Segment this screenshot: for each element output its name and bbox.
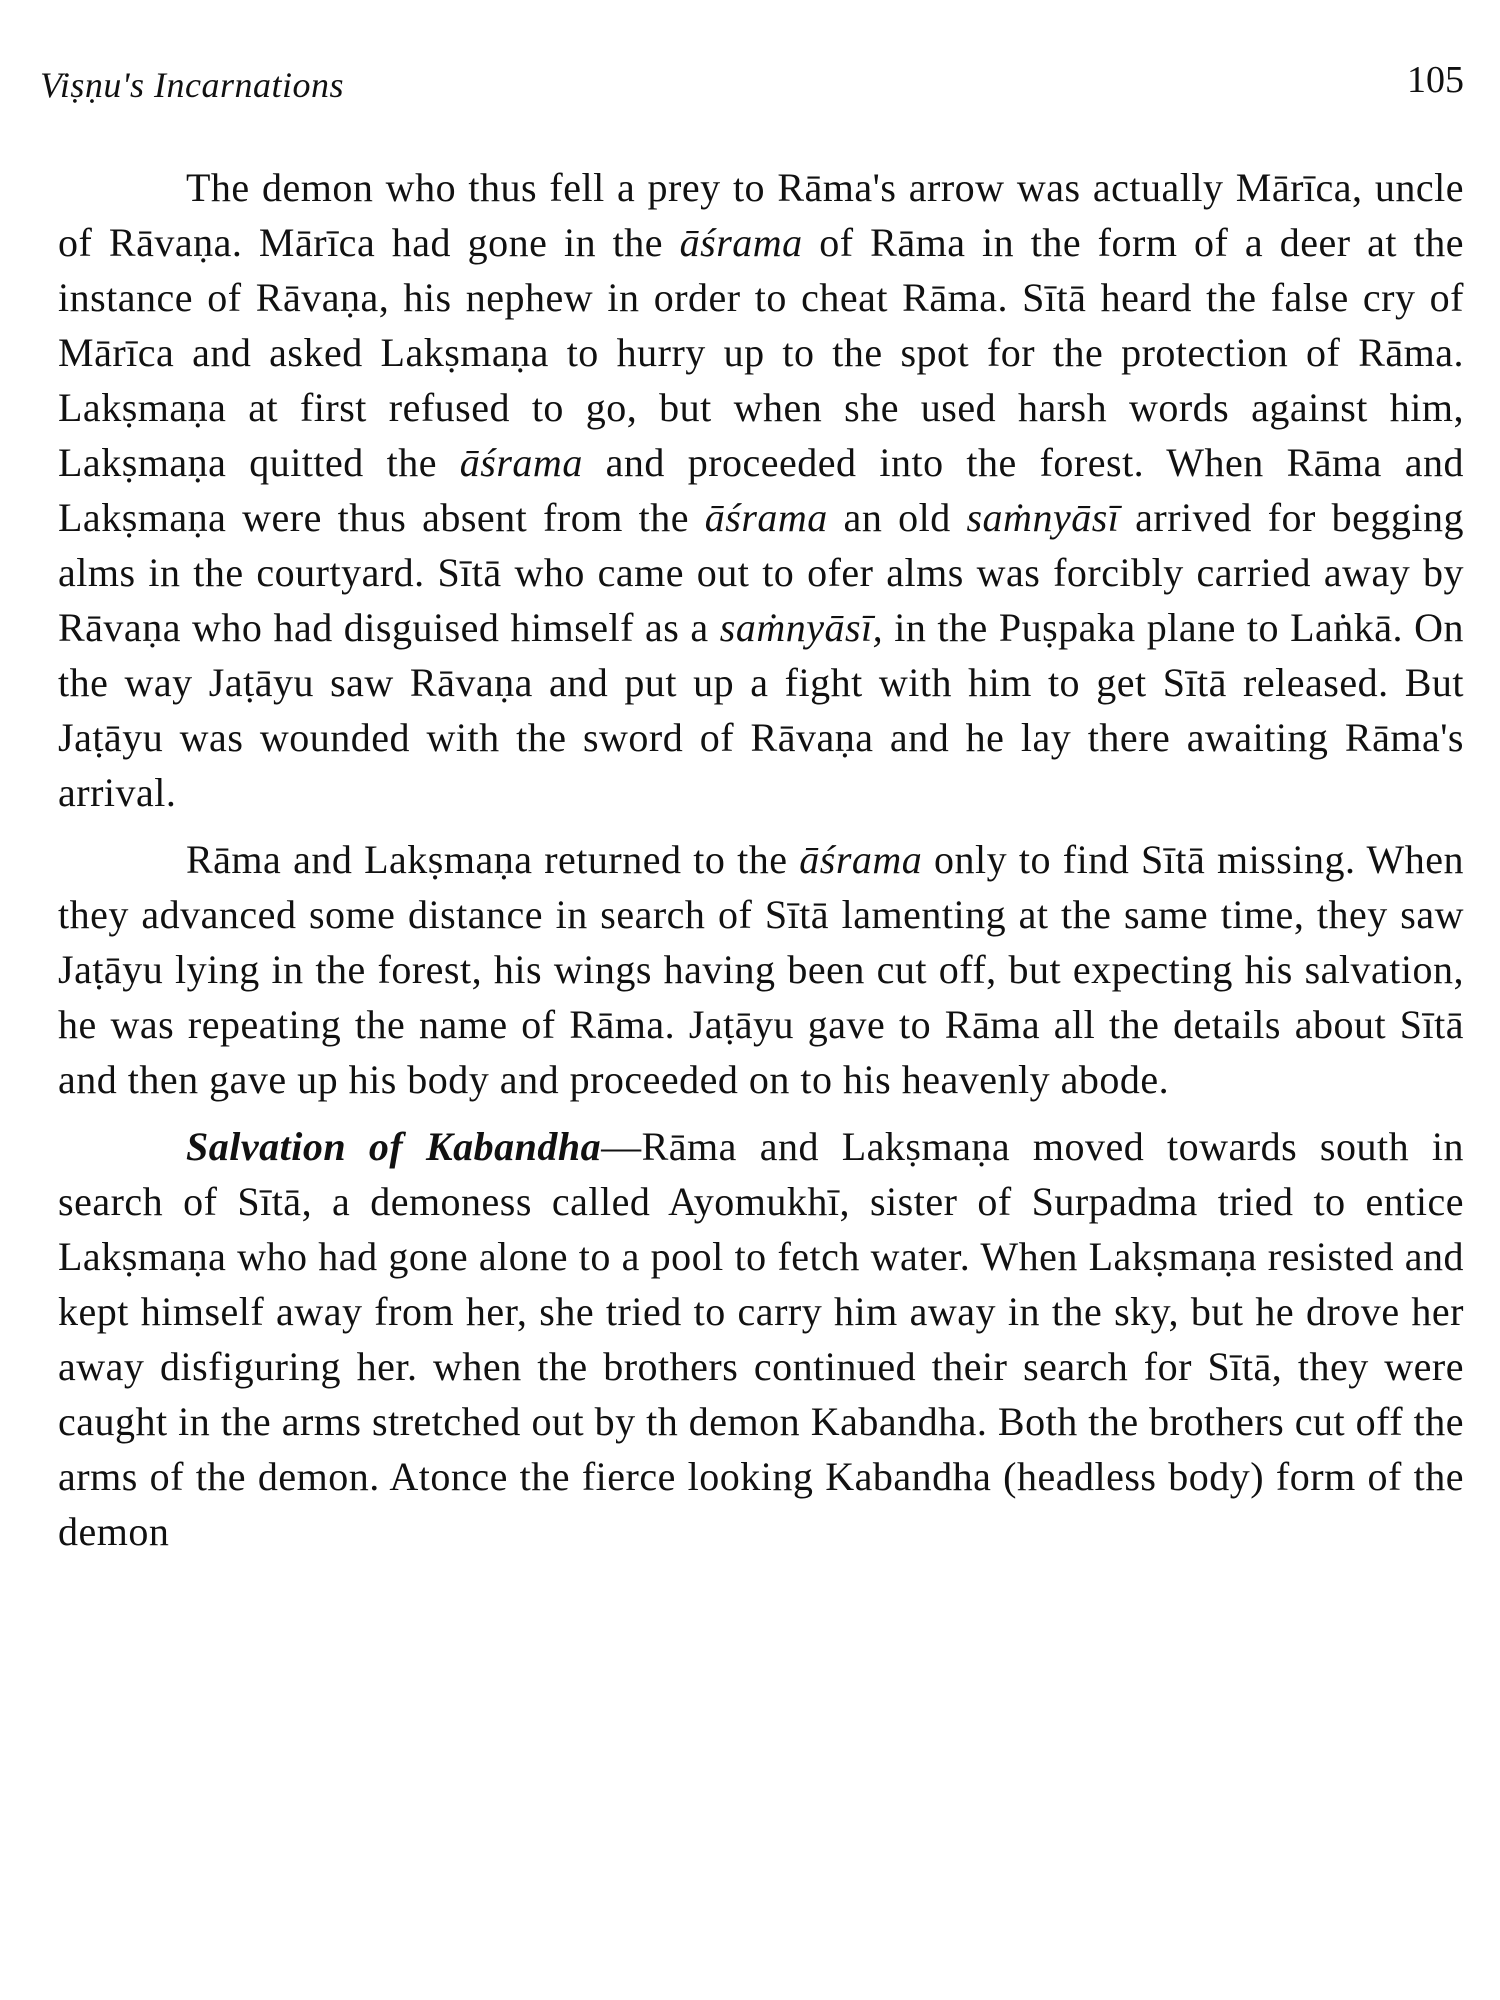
page-header xyxy=(40,58,1464,118)
italic-term: āśrama xyxy=(799,837,923,882)
italic-term: āśrama xyxy=(679,220,803,265)
paragraph-marica: The demon who thus fell a prey to Rāma's arrow was actually Mārīca, uncle of Rāvaṇa. Mārīca had gone in the āśrama of Rāma in the form of a deer at the instance of Rāvaṇa, his nephew in order to cheat Rāma. Sītā heard the false cry of Mārīca and asked Lakṣmaṇa to hurry up to the spot for the protection of Rāma. Lakṣmaṇa at first refused to go, but when she used harsh words against him, Lakṣmaṇa quitted the āśrama and proceeded into the forest. When Rāma and Lakṣmaṇa were thus absent from the āśrama an old saṁnyāsī arrived for begging alms in the courtyard. Sītā who came out to ofer alms was forcibly carried away by Rāvaṇa who had disguised himself as a saṁnyāsī, in the Puṣpaka plane to Laṅkā. On the way Jaṭāyu saw Rāvaṇa and put up a fight with him to get Sītā released. But Jaṭāyu was wounded with the sword of Rāvaṇa and he lay there awaiting Rāma's arrival. xyxy=(58,165,1465,815)
paragraph-return: Rāma and Lakṣmaṇa returned to the āśrama only to find Sītā missing. When they advanced some distance in search of Sītā lamenting at the same time, they saw Jaṭāyu lying in the forest, his wings having been cut off, but expecting his salvation, he was repeating the name of Rāma. Jaṭāyu gave to Rāma all the details about Sītā and then gave up his body and proceeded on to his heavenly abode. xyxy=(58,837,1464,1102)
body-text xyxy=(58,160,1464,1559)
running-head: Viṣṇu's Incarnations xyxy=(40,65,345,105)
italic-term: saṁnyāsī, xyxy=(719,605,884,650)
italic-term: āśrama xyxy=(704,495,828,540)
italic-term: āśrama xyxy=(459,440,583,485)
paragraph-kabandha: Salvation of Kabandha—Rāma and Lakṣmaṇa moved towards south in search of Sītā, a demoness called Ayomukhī, sister of Surpadma tried to entice Lakṣmaṇa who had gone alone to a pool to fetch water. When Lakṣmaṇa resisted and kept himself away from her, she tried to carry him away in the sky, but he drove her away disfiguring her. when the brothers continued their search for Sītā, they were caught in the arms stretched out by th demon Kabandha. Both the brothers cut off the arms of the demon. Atonce the fierce looking Kabandha (headless body) form of the demon xyxy=(58,1124,1464,1554)
italic-term: saṁnyāsī xyxy=(966,495,1120,540)
section-heading: Salvation of Kabandha xyxy=(186,1124,602,1169)
page-number: 105 xyxy=(1407,59,1464,101)
